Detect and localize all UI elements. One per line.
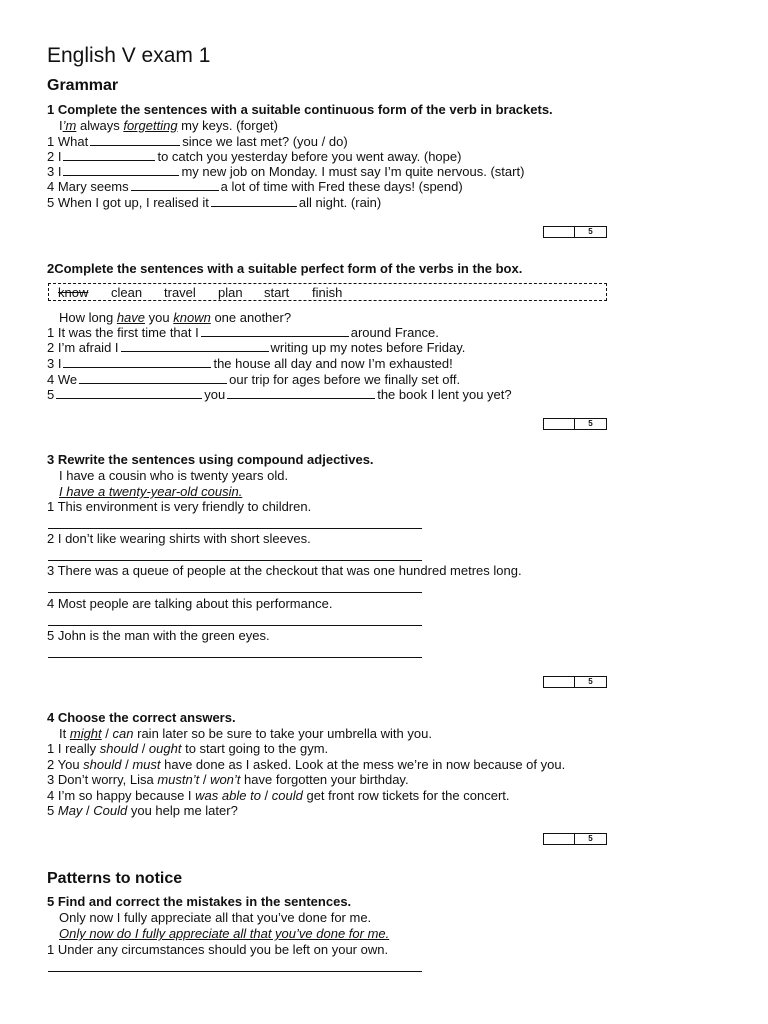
option-b[interactable]: Could <box>93 803 128 818</box>
option-b[interactable]: must <box>132 757 161 772</box>
exercise-4-item: 1 I really should / ought to start going to the gym. <box>47 741 329 756</box>
answer-line[interactable] <box>48 625 422 626</box>
exercise-1-example: I’m always forgetting my keys. (forget) <box>59 118 278 133</box>
answer-blank[interactable] <box>63 356 211 368</box>
exercise-4-heading: 4 Choose the correct answers. <box>47 710 236 725</box>
exercise-1-item: 2 I to catch you yesterday before you went away. (hope) <box>47 149 462 164</box>
exercise-2-item: 2 I’m afraid I writing up my notes before Friday. <box>47 340 466 355</box>
answer-line[interactable] <box>48 528 422 529</box>
exercise-1-heading: 1 Complete the sentences with a suitable continuous form of the verb in brackets. <box>47 102 553 117</box>
exercise-3-heading: 3 Rewrite the sentences using compound adjectives. <box>47 452 374 467</box>
exercise-2-item: 4 We our trip for ages before we finally set off. <box>47 372 461 387</box>
word-box-item: clean <box>111 285 143 300</box>
option-b[interactable]: could <box>271 788 303 803</box>
word-box <box>48 283 607 301</box>
score-box[interactable] <box>543 833 607 845</box>
option-a[interactable]: should <box>99 741 139 756</box>
option-a[interactable]: May <box>57 803 83 818</box>
exercise-3-item: 4 Most people are talking about this performance. <box>47 596 333 611</box>
exercise-3-example-question: I have a cousin who is twenty years old. <box>59 468 289 483</box>
exercise-3-item: 2 I don’t like wearing shirts with short sleeves. <box>47 531 311 546</box>
exercise-2-item: 3 I the house all day and now I’m exhausted! <box>47 356 453 371</box>
option-a[interactable]: was able to <box>195 788 261 803</box>
answer-line[interactable] <box>48 657 422 658</box>
exercise-1-item: 1 What since we last met? (you / do) <box>47 134 348 149</box>
option-a[interactable]: mustn’t <box>157 772 200 787</box>
answer-line[interactable] <box>48 592 422 593</box>
exercise-4-item: 2 You should / must have done as I asked. Look at the mess we’re in now because of you. <box>47 757 566 772</box>
score-max: 5 <box>574 833 606 845</box>
score-box[interactable] <box>543 418 607 430</box>
option-b[interactable]: won’t <box>210 772 241 787</box>
answer-blank[interactable] <box>56 387 202 399</box>
answer-blank[interactable] <box>90 134 180 146</box>
score-max: 5 <box>574 418 606 430</box>
answer-blank[interactable] <box>201 325 349 337</box>
exercise-5-item: 1 Under any circumstances should you be left on your own. <box>47 942 389 957</box>
word-box-item: travel <box>164 285 196 300</box>
exercise-4-example: It might / can rain later so be sure to take your umbrella with you. <box>59 726 432 741</box>
exercise-2-heading: 2Complete the sentences with a suitable perfect form of the verbs in the box. <box>47 261 523 276</box>
exercise-3-item: 5 John is the man with the green eyes. <box>47 628 270 643</box>
exercise-5-example-question: Only now I fully appreciate all that you’ve done for me. <box>59 910 372 925</box>
exercise-3-example-answer: I have a twenty-year-old cousin. <box>59 484 243 499</box>
answer-blank[interactable] <box>227 387 375 399</box>
section-heading-patterns: Patterns to notice <box>47 870 183 887</box>
exercise-5-heading: 5 Find and correct the mistakes in the sentences. <box>47 894 352 909</box>
exercise-1-item: 3 I my new job on Monday. I must say I’m quite nervous. (start) <box>47 164 525 179</box>
exercise-3-item: 3 There was a queue of people at the checkout that was one hundred metres long. <box>47 563 522 578</box>
word-box-item: finish <box>312 285 343 300</box>
answer-line[interactable] <box>48 971 422 972</box>
exercise-4-item: 4 I’m so happy because I was able to / could get front row tickets for the concert. <box>47 788 510 803</box>
exercise-1-item: 4 Mary seems a lot of time with Fred these days! (spend) <box>47 179 463 194</box>
word-box-item: know <box>58 285 89 300</box>
exercise-2-example: How long have you known one another? <box>59 310 292 325</box>
exercise-2-item: 1 It was the first time that I around France. <box>47 325 439 340</box>
answer-blank[interactable] <box>131 179 219 191</box>
exercise-4-item: 5 May / Could you help me later? <box>47 803 238 818</box>
answer-blank[interactable] <box>79 372 227 384</box>
word-box-item: plan <box>218 285 243 300</box>
answer-blank[interactable] <box>63 149 155 161</box>
score-max: 5 <box>574 226 606 238</box>
score-box[interactable] <box>543 226 607 238</box>
answer-blank[interactable] <box>63 164 179 176</box>
option-b[interactable]: ought <box>148 741 182 756</box>
exercise-4-item: 3 Don’t worry, Lisa mustn’t / won’t have forgotten your birthday. <box>47 772 409 787</box>
word-box-item: start <box>264 285 290 300</box>
exercise-2-item: 5 you the book I lent you yet? <box>47 387 512 402</box>
score-max: 5 <box>574 676 606 688</box>
exercise-5-example-answer: Only now do I fully appreciate all that you’ve done for me. <box>59 926 390 941</box>
score-box[interactable] <box>543 676 607 688</box>
answer-line[interactable] <box>48 560 422 561</box>
option-a[interactable]: should <box>83 757 122 772</box>
page-title: English V exam 1 <box>47 44 211 67</box>
section-heading-grammar: Grammar <box>47 77 119 94</box>
exercise-1-item: 5 When I got up, I realised it all night. (rain) <box>47 195 382 210</box>
answer-blank[interactable] <box>211 195 297 207</box>
answer-blank[interactable] <box>121 340 269 352</box>
exercise-3-item: 1 This environment is very friendly to children. <box>47 499 312 514</box>
